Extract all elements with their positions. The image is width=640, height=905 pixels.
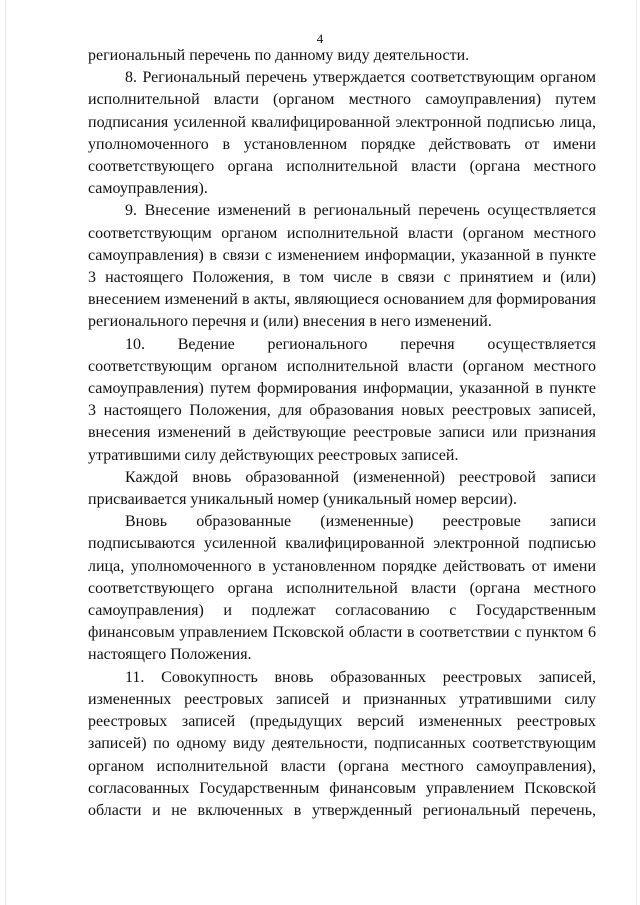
text-line: финансовым управлением Псковской области в соответствии с пунктом 6 bbox=[88, 624, 596, 642]
paragraph-continuation bbox=[88, 45, 596, 67]
text-line: области и не включенных в утвержденный региональный перечень, bbox=[88, 801, 596, 819]
text-line: регионального перечня и (или) внесения в него изменений. bbox=[88, 313, 492, 331]
text-line: соответствующим органом исполнительной власти (органом местного bbox=[88, 224, 596, 242]
text-line: 3 настоящего Положения, для образования новых реестровых записей, bbox=[88, 402, 596, 420]
text-line: соответствующего органа исполнительной власти (органа местного bbox=[88, 579, 596, 597]
paragraph-item-10-unique-number bbox=[88, 467, 596, 511]
text-line: подписываются усиленной квалифицированной электронной подписью bbox=[88, 535, 596, 553]
text-line: самоуправления) в связи с изменением информации, указанной в пункте bbox=[88, 246, 596, 264]
paragraph-item-10 bbox=[88, 334, 596, 467]
text-line: присваивается уникальный номер (уникальный номер версии). bbox=[88, 491, 517, 509]
text-line: соответствующего органа исполнительной власти (органа местного bbox=[88, 158, 596, 176]
paragraph-item-11 bbox=[88, 667, 596, 822]
text-line: уполномоченного в установленном порядке действовать от имени bbox=[88, 135, 596, 153]
text-line: подписания усиленной квалифицированной электронной подписью лица, bbox=[88, 113, 596, 131]
scan-edge-right bbox=[636, 0, 637, 905]
text-line: органом исполнительной власти (органа местного самоуправления), bbox=[88, 757, 596, 775]
text-line: 9. Внесение изменений в региональный перечень осуществляется bbox=[125, 202, 596, 220]
text-line: региональный перечень по данному виду деятельности. bbox=[88, 47, 470, 64]
text-line: измененных реестровых записей и признанных утратившими силу bbox=[88, 690, 596, 708]
text-line: Вновь образованные (измененные) реестровые записи bbox=[125, 513, 596, 531]
text-line: записей) по одному виду деятельности, подписанных соответствующим bbox=[88, 735, 596, 753]
text-line: реестровых записей (предыдущих версий измененных реестровых bbox=[88, 713, 596, 731]
text-line: 10. Ведение регионального перечня осуществляется bbox=[125, 335, 596, 353]
paragraph-item-9 bbox=[88, 200, 596, 333]
text-line: согласованных Государственным финансовым управлением Псковской bbox=[88, 779, 596, 797]
text-line: самоуправления) и подлежат согласованию с Государственным bbox=[88, 602, 596, 620]
text-line: соответствующим органом исполнительной власти (органом местного bbox=[88, 357, 596, 375]
text-line: 3 настоящего Положения, в том числе в связи с принятием и (или) bbox=[88, 269, 596, 287]
text-line: настоящего Положения. bbox=[88, 646, 252, 664]
paragraph-item-10-signing bbox=[88, 511, 596, 666]
paragraph-item-8 bbox=[88, 67, 596, 200]
text-line: внесения изменений в действующие реестровые записи или признания bbox=[88, 424, 596, 442]
text-line: лица, уполномоченного в установленном порядке действовать от имени bbox=[88, 557, 596, 575]
text-line: самоуправления) путем формирования информации, указанной в пункте bbox=[88, 380, 596, 398]
document-body bbox=[88, 45, 596, 822]
text-line: 8. Региональный перечень утверждается соответствующим органом bbox=[125, 69, 596, 87]
text-line: самоуправления). bbox=[88, 180, 208, 198]
text-line: утратившими силу действующих реестровых записей. bbox=[88, 446, 459, 464]
text-line: исполнительной власти (органом местного самоуправления) путем bbox=[88, 91, 596, 109]
text-line: Каждой вновь образованной (измененной) реестровой записи bbox=[125, 468, 596, 486]
text-line: 11. Совокупность вновь образованных реестровых записей, bbox=[125, 668, 596, 686]
text-line: внесением изменений в акты, являющиеся основанием для формирования bbox=[88, 291, 596, 309]
page-number: 4 bbox=[316, 31, 324, 46]
scan-edge-left bbox=[5, 0, 6, 905]
